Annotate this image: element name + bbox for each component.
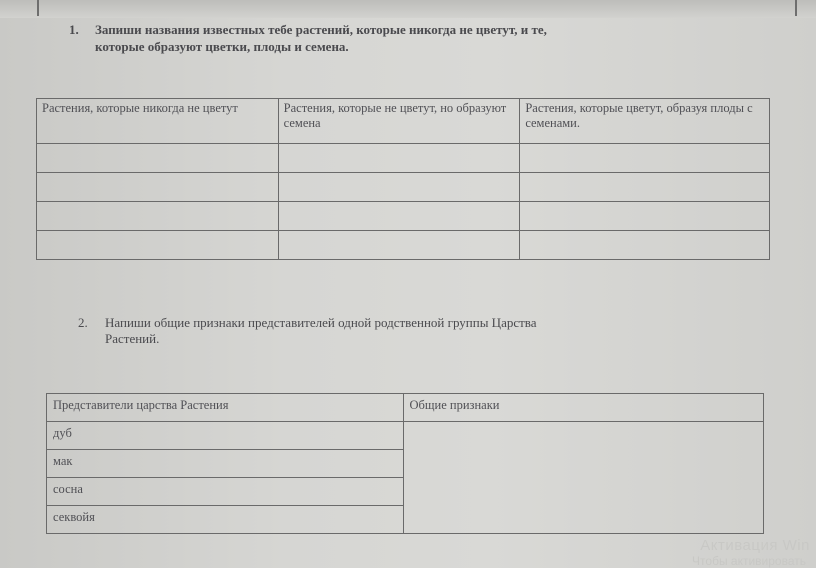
table-row: [37, 202, 770, 231]
task1-header-3: Растения, которые цветут, образуя плоды с семенами.: [520, 99, 770, 144]
common-features-cell[interactable]: [403, 422, 763, 534]
task1-line2: которые образуют цветки, плоды и семена.: [95, 39, 349, 54]
task1-cell[interactable]: [278, 173, 520, 202]
table-row: [37, 144, 770, 173]
table-row: [37, 173, 770, 202]
representative-cell: секвойя: [47, 506, 404, 534]
task1-header-2: Растения, которые не цветут, но образуют семена: [278, 99, 520, 144]
task2-line2: Растений.: [105, 331, 160, 346]
task1-line1: Запиши названия известных тебе растений, которые никогда не цветут, и те,: [95, 22, 547, 37]
task1-number: 1.: [69, 22, 79, 37]
task2-number: 2.: [78, 315, 88, 330]
task2-header-features: Общие признаки: [403, 394, 763, 422]
frame-marker-left: [37, 0, 39, 16]
task2-line1: Напиши общие признаки представителей одной родственной группы Царства: [105, 315, 537, 330]
task1-header-1: Растения, которые никогда не цветут: [37, 99, 279, 144]
task1-cell[interactable]: [520, 173, 770, 202]
task1-cell[interactable]: [278, 202, 520, 231]
task1-cell[interactable]: [37, 173, 279, 202]
frame-marker-right: [795, 0, 797, 16]
windows-activation-watermark: Активация Win: [700, 537, 810, 554]
representative-cell: дуб: [47, 422, 404, 450]
task2-header-row: [47, 394, 764, 422]
task1-cell[interactable]: [278, 144, 520, 173]
task1-cell[interactable]: [520, 202, 770, 231]
representative-cell: мак: [47, 450, 404, 478]
task1-table: [36, 98, 770, 260]
representative-cell: сосна: [47, 478, 404, 506]
task1-cell[interactable]: [520, 144, 770, 173]
task1-cell[interactable]: [37, 202, 279, 231]
task2-table: [46, 393, 764, 534]
task2-header-representatives: Представители царства Растения: [47, 394, 404, 422]
task1-cell[interactable]: [37, 144, 279, 173]
table-row: [37, 231, 770, 260]
monitor-top-edge: [0, 0, 816, 18]
task1-cell[interactable]: [37, 231, 279, 260]
windows-activation-subtext: Чтобы активировать: [692, 554, 806, 568]
task1-header-row: [37, 99, 770, 144]
table-row: [47, 422, 764, 450]
task1-cell[interactable]: [278, 231, 520, 260]
task1-cell[interactable]: [520, 231, 770, 260]
